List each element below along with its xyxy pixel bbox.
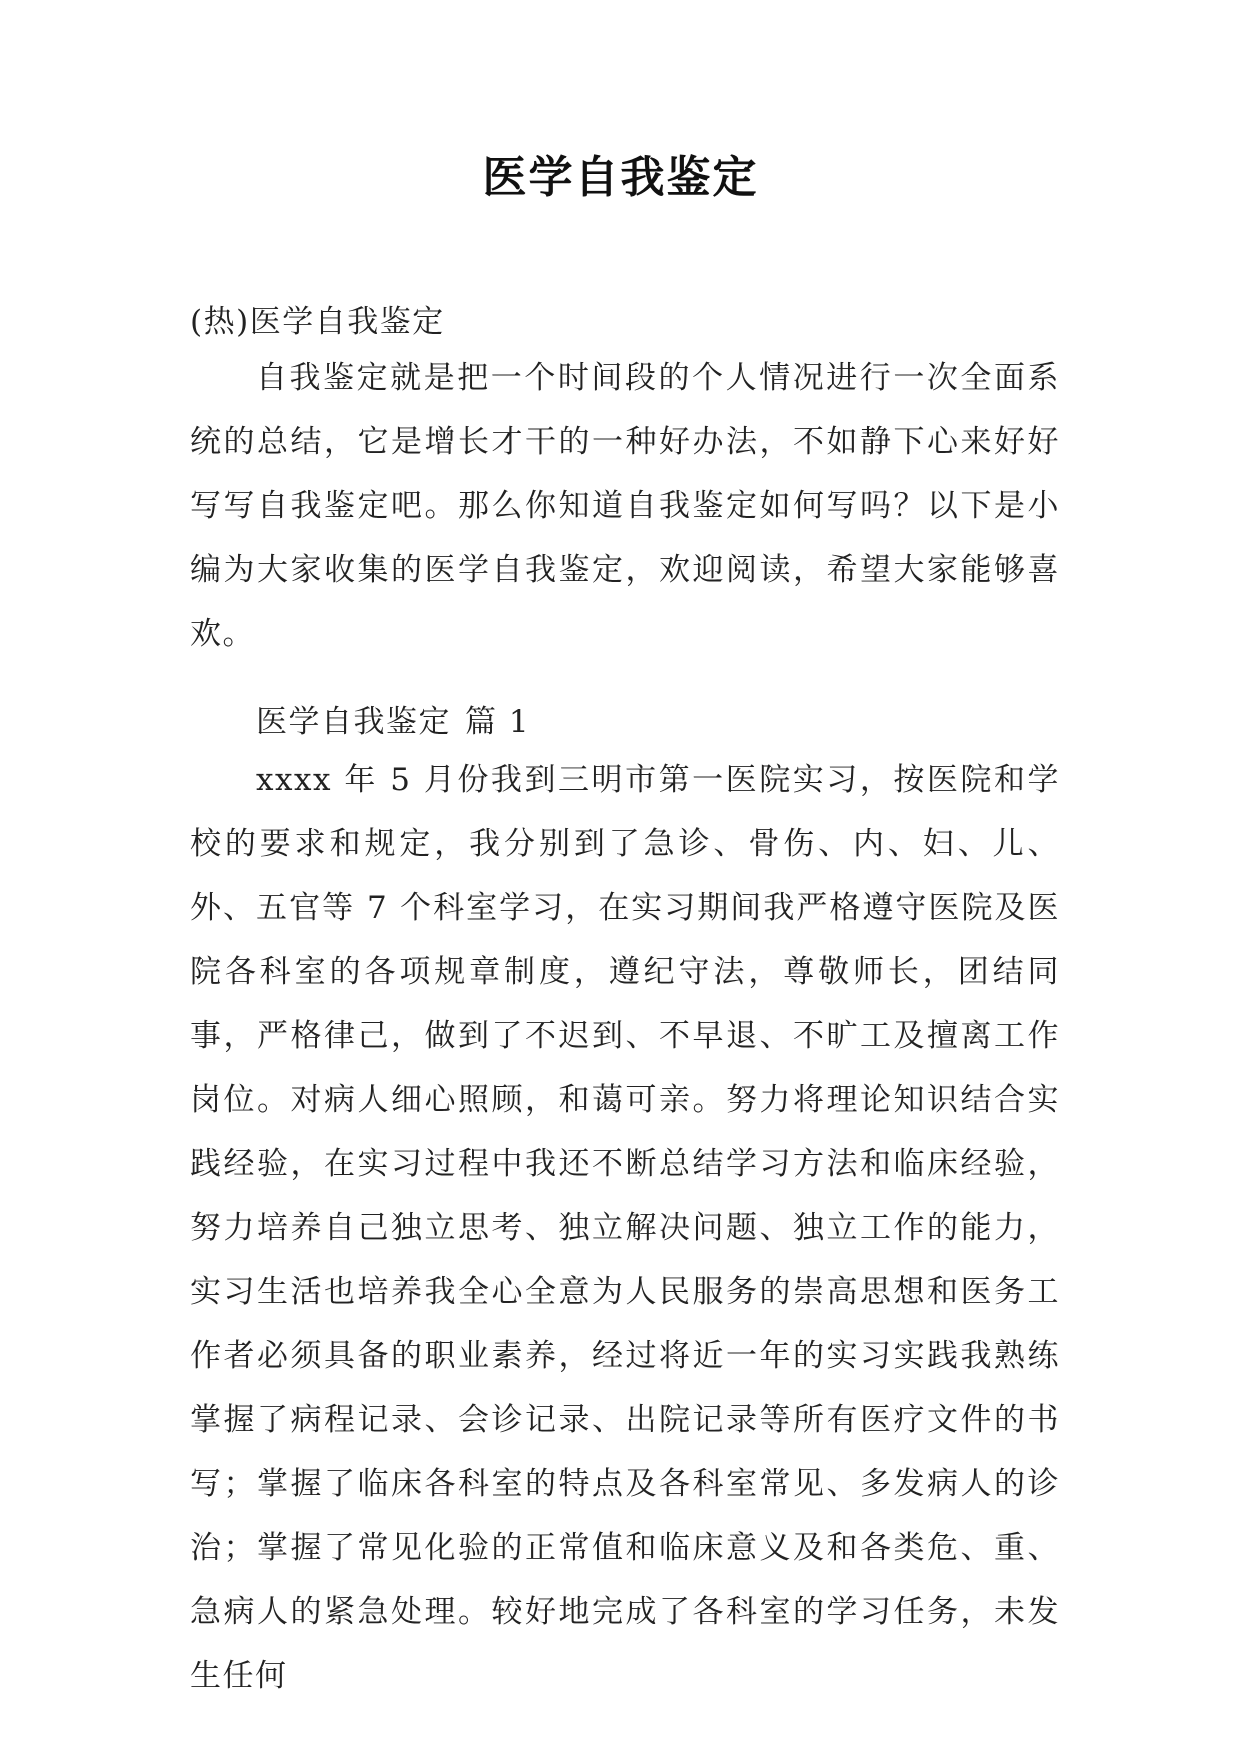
section-heading [256,690,956,754]
document-title: 医学自我鉴定 [482,152,759,203]
section-body-paragraph: xxxx 年 5 月份我到三明市第一医院实习，按医院和学校的要求和规定，我分别到了急诊、骨伤、内、妇、儿、外、五官等 7 个科室学习，在实习期间我严格遵守医院及医院各科室的各项规章制度，遵纪守法，尊敬师长，团结同事，严格律己，做到了不迟到、不早退、不旷工及擅离工作岗位。对病人细心照顾，和蔼可亲。努力将理论知识结合实践经验，在实习过程中我还不断总结学习方法和临床经验，努力培养自己独立思考、独立解决问题、独立工作的能力，实习生活也培养我全心全意为人民服务的崇高思想和医务工作者必须具备的职业素养，经过将近一年的实习实践我熟练掌握了病程记录、会诊记录、出院记录等所有医疗文件的书写；掌握了临床各科室的特点及各科室常见、多发病人的诊治；掌握了常见化验的正常值和临床意义及和各类危、重、急病人的紧急处理。较好地完成了各科室的学习任务，未发生任何 [190,762,1060,1694]
intro-paragraph: 自我鉴定就是把一个时间段的个人情况进行一次全面系统的总结，它是增长才干的一种好办法，不如静下心来好好写写自我鉴定吧。那么你知道自我鉴定如何写吗？以下是小编为大家收集的医学自我鉴定，欢迎阅读，希望大家能够喜欢。 [190,360,1060,652]
document-subtitle: (热)医学自我鉴定 [190,304,445,340]
section-heading-title: 医学自我鉴定 [256,704,451,740]
section-heading-number: 篇 1 [465,704,531,740]
